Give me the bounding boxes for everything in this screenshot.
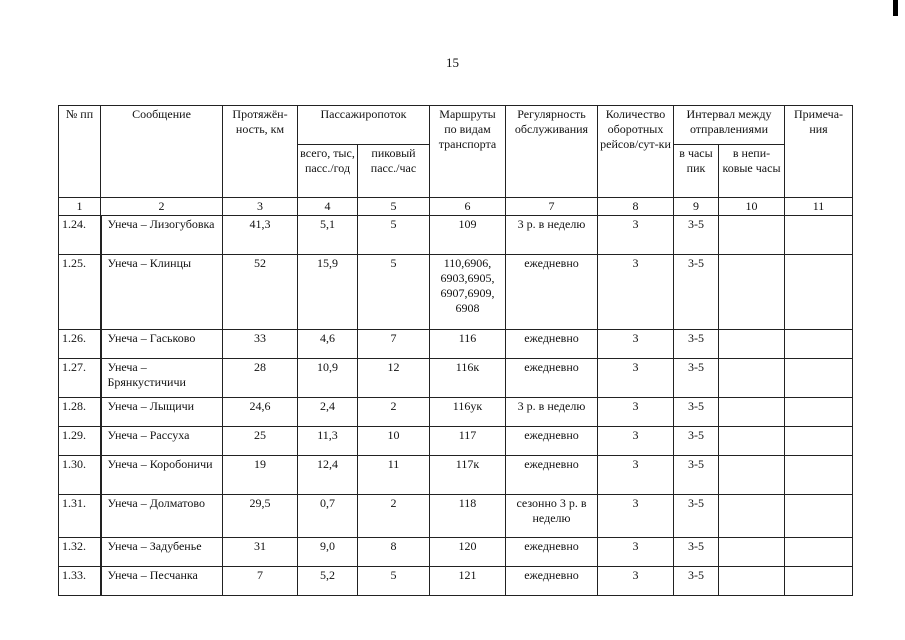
row-interval-peak: 3-5: [674, 495, 719, 538]
row-routes: 116к: [430, 359, 506, 398]
row-message: Унеча – Песчанка: [101, 567, 223, 596]
row-interval-peak: 3-5: [674, 456, 719, 495]
column-number: 10: [719, 198, 785, 216]
header-total: всего, тыс, пасс./год: [298, 145, 358, 198]
row-message: Унеча – Лизогубовка: [101, 216, 223, 255]
row-routes: 116ук: [430, 398, 506, 427]
row-total: 0,7: [298, 495, 358, 538]
row-routes: 117к: [430, 456, 506, 495]
row-length: 52: [223, 255, 298, 330]
column-number: 8: [598, 198, 674, 216]
header-trips: Количество оборотных рейсов/сут-ки: [598, 106, 674, 198]
table-row: [59, 398, 853, 427]
row-interval-offpeak: [719, 567, 785, 596]
header-no: № пп: [59, 106, 101, 198]
row-peak: 5: [358, 567, 430, 596]
row-routes: 109: [430, 216, 506, 255]
header-length: Протяжён-ность, км: [223, 106, 298, 198]
row-message: Унеча – Долматово: [101, 495, 223, 538]
row-routes: 118: [430, 495, 506, 538]
row-number: 1.30.: [59, 456, 101, 495]
row-length: 7: [223, 567, 298, 596]
row-interval-offpeak: [719, 456, 785, 495]
row-interval-offpeak: [719, 398, 785, 427]
row-message: Унеча – Коробоничи: [101, 456, 223, 495]
row-message: Унеча – Брянкустичичи: [101, 359, 223, 398]
table-row: [59, 216, 853, 255]
row-regularity: ежедневно: [506, 330, 598, 359]
row-interval-peak: 3-5: [674, 255, 719, 330]
row-regularity: ежедневно: [506, 359, 598, 398]
row-peak: 5: [358, 216, 430, 255]
row-regularity: сезонно 3 р. в неделю: [506, 495, 598, 538]
row-total: 9,0: [298, 538, 358, 567]
row-number: 1.33.: [59, 567, 101, 596]
row-number: 1.28.: [59, 398, 101, 427]
column-number: 2: [101, 198, 223, 216]
row-interval-peak: 3-5: [674, 538, 719, 567]
row-note: [785, 359, 853, 398]
column-number: 9: [674, 198, 719, 216]
row-length: 24,6: [223, 398, 298, 427]
row-regularity: ежедневно: [506, 427, 598, 456]
row-note: [785, 398, 853, 427]
row-trips: 3: [598, 359, 674, 398]
row-total: 10,9: [298, 359, 358, 398]
header-passenger-flow: Пассажиропоток: [298, 106, 430, 145]
row-interval-peak: 3-5: [674, 359, 719, 398]
row-length: 28: [223, 359, 298, 398]
row-interval-offpeak: [719, 359, 785, 398]
column-number: 6: [430, 198, 506, 216]
row-note: [785, 495, 853, 538]
row-total: 11,3: [298, 427, 358, 456]
row-number: 1.27.: [59, 359, 101, 398]
header-routes: Маршруты по видам транспорта: [430, 106, 506, 198]
row-interval-offpeak: [719, 255, 785, 330]
row-regularity: ежедневно: [506, 538, 598, 567]
row-total: 15,9: [298, 255, 358, 330]
row-total: 5,2: [298, 567, 358, 596]
table-row: [59, 456, 853, 495]
column-number: 7: [506, 198, 598, 216]
row-interval-peak: 3-5: [674, 216, 719, 255]
row-peak: 7: [358, 330, 430, 359]
header-interval-peak: в часы пик: [674, 145, 719, 198]
row-total: 2,4: [298, 398, 358, 427]
row-peak: 2: [358, 398, 430, 427]
row-total: 4,6: [298, 330, 358, 359]
column-number-row: [59, 198, 853, 216]
column-number: 11: [785, 198, 853, 216]
row-trips: 3: [598, 330, 674, 359]
row-trips: 3: [598, 456, 674, 495]
row-note: [785, 330, 853, 359]
row-regularity: ежедневно: [506, 456, 598, 495]
row-peak: 12: [358, 359, 430, 398]
row-trips: 3: [598, 255, 674, 330]
row-length: 29,5: [223, 495, 298, 538]
row-trips: 3: [598, 495, 674, 538]
row-routes: 116: [430, 330, 506, 359]
row-note: [785, 216, 853, 255]
column-number: 1: [59, 198, 101, 216]
header-peak: пиковый пасс./час: [358, 145, 430, 198]
row-number: 1.25.: [59, 255, 101, 330]
row-regularity: 3 р. в неделю: [506, 216, 598, 255]
column-number: 3: [223, 198, 298, 216]
row-interval-offpeak: [719, 330, 785, 359]
header-interval: Интервал между отправлениями: [674, 106, 785, 145]
row-length: 19: [223, 456, 298, 495]
row-interval-offpeak: [719, 216, 785, 255]
row-regularity: 3 р. в неделю: [506, 398, 598, 427]
row-peak: 11: [358, 456, 430, 495]
header-note: Примеча-ния: [785, 106, 853, 198]
row-number: 1.31.: [59, 495, 101, 538]
row-note: [785, 456, 853, 495]
row-routes: 117: [430, 427, 506, 456]
row-regularity: ежедневно: [506, 255, 598, 330]
row-trips: 3: [598, 427, 674, 456]
table-row: [59, 359, 853, 398]
routes-table: [58, 105, 853, 596]
row-interval-peak: 3-5: [674, 427, 719, 456]
row-note: [785, 255, 853, 330]
row-note: [785, 567, 853, 596]
row-trips: 3: [598, 538, 674, 567]
table-row: [59, 567, 853, 596]
table-row: [59, 495, 853, 538]
row-peak: 8: [358, 538, 430, 567]
table-row: [59, 255, 853, 330]
table-row: [59, 330, 853, 359]
row-peak: 5: [358, 255, 430, 330]
row-message: Унеча – Гаськово: [101, 330, 223, 359]
row-routes: 120: [430, 538, 506, 567]
row-interval-offpeak: [719, 495, 785, 538]
row-length: 25: [223, 427, 298, 456]
row-routes: 110,6906, 6903,6905, 6907,6909, 6908: [430, 255, 506, 330]
row-message: Унеча – Клинцы: [101, 255, 223, 330]
row-interval-peak: 3-5: [674, 567, 719, 596]
row-number: 1.26.: [59, 330, 101, 359]
row-message: Унеча – Задубенье: [101, 538, 223, 567]
row-peak: 10: [358, 427, 430, 456]
row-number: 1.32.: [59, 538, 101, 567]
scan-edge-mark: [893, 0, 898, 16]
row-peak: 2: [358, 495, 430, 538]
row-routes: 121: [430, 567, 506, 596]
page-number: 15: [446, 55, 459, 70]
row-trips: 3: [598, 216, 674, 255]
row-interval-offpeak: [719, 538, 785, 567]
row-number: 1.29.: [59, 427, 101, 456]
row-length: 31: [223, 538, 298, 567]
row-total: 5,1: [298, 216, 358, 255]
row-interval-peak: 3-5: [674, 330, 719, 359]
column-number: 4: [298, 198, 358, 216]
column-number: 5: [358, 198, 430, 216]
row-regularity: ежедневно: [506, 567, 598, 596]
row-trips: 3: [598, 567, 674, 596]
table-row: [59, 538, 853, 567]
row-length: 33: [223, 330, 298, 359]
row-note: [785, 427, 853, 456]
row-total: 12,4: [298, 456, 358, 495]
row-message: Унеча – Рассуха: [101, 427, 223, 456]
header-message: Сообщение: [101, 106, 223, 198]
row-length: 41,3: [223, 216, 298, 255]
row-interval-offpeak: [719, 427, 785, 456]
row-trips: 3: [598, 398, 674, 427]
row-number: 1.24.: [59, 216, 101, 255]
row-note: [785, 538, 853, 567]
header-regularity: Регулярность обслуживания: [506, 106, 598, 198]
table-row: [59, 427, 853, 456]
row-interval-peak: 3-5: [674, 398, 719, 427]
header-interval-offpeak: в непи-ковые часы: [719, 145, 785, 198]
row-message: Унеча – Лыщичи: [101, 398, 223, 427]
